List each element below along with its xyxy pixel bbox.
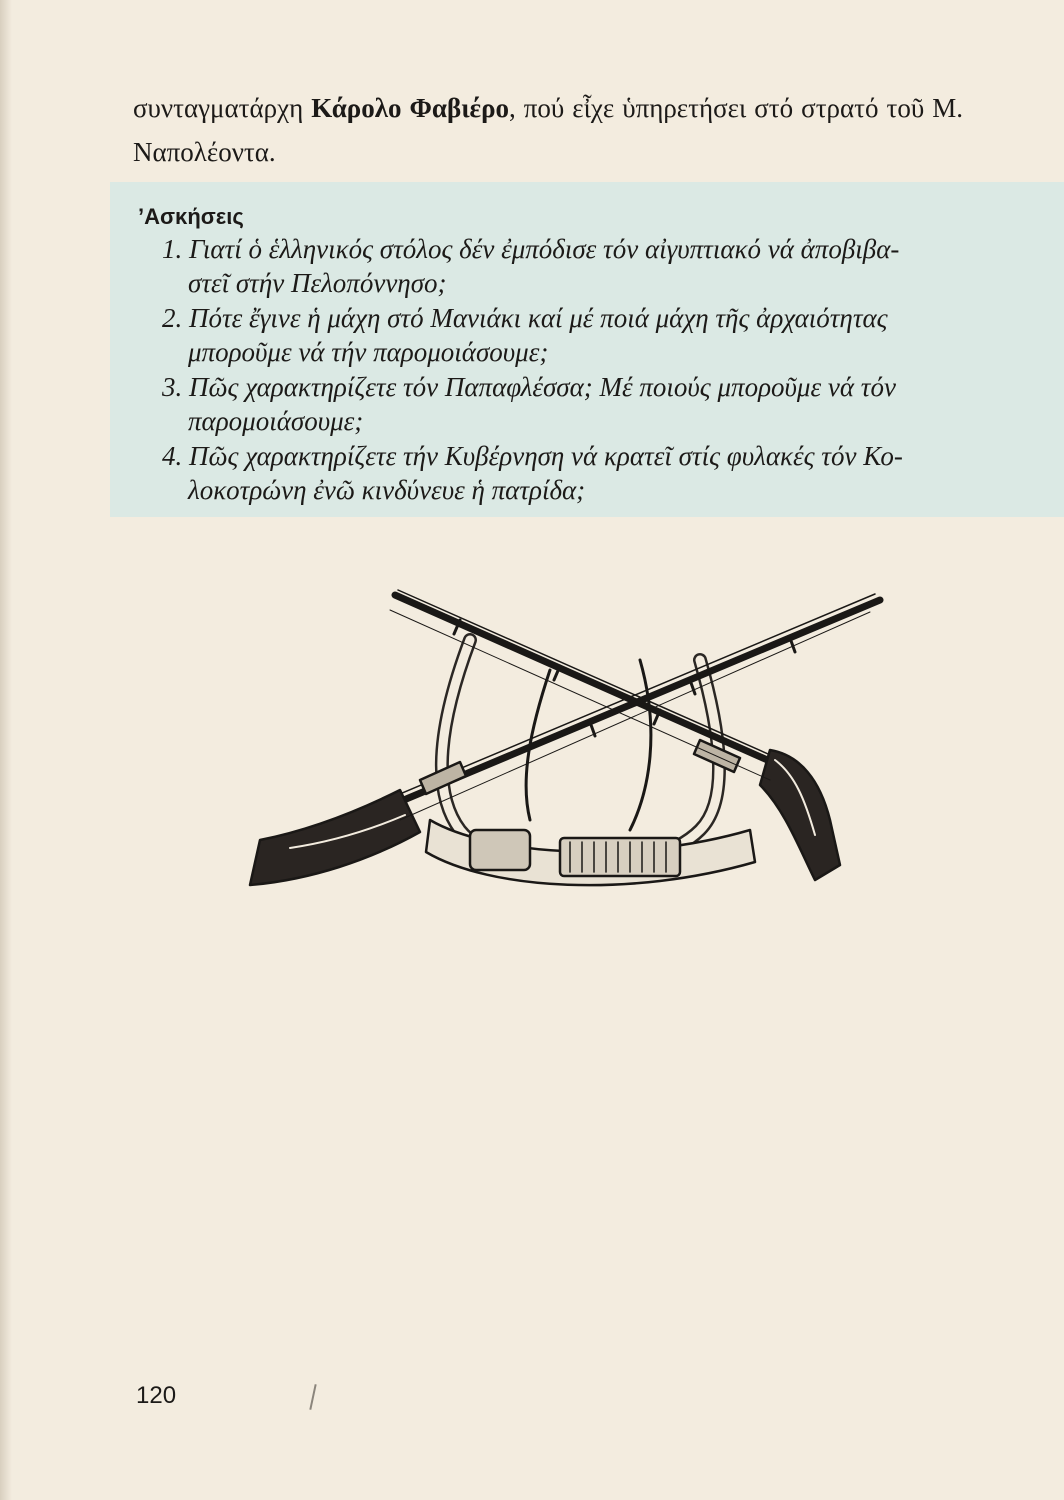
exercises-box <box>110 182 1064 517</box>
exercise-text-continued: μποροῦμε νά τήν παρομοιάσουμε; <box>188 337 549 367</box>
exercise-number: 1. <box>162 234 183 264</box>
exercise-item <box>162 439 922 507</box>
exercise-number: 2. <box>162 303 183 333</box>
exercise-text: Πῶς χαρακτηρίζετε τόν Παπαφλέσσα; Μέ ποιούς μποροῦμε νά τόν <box>189 372 896 402</box>
exercise-text-continued: στεῖ στήν Πελοπόννησο; <box>188 268 447 298</box>
exercise-text-continued: παρομοιάσουμε; <box>188 406 364 436</box>
stray-mark <box>309 1384 316 1410</box>
exercise-item <box>162 370 922 438</box>
intro-text-2: , πού εἶχε ὑπηρετήσει στό στρατό τοῦ Μ. Ναπολέοντα. <box>133 93 963 167</box>
exercise-item <box>162 301 922 369</box>
intro-text-1: συνταγματάρχη <box>133 93 312 123</box>
page-edge <box>0 0 12 1500</box>
exercise-text-continued: λοκοτρώνη ἐνῶ κινδύνευε ἡ πατρίδα; <box>188 475 586 505</box>
crossed-muskets-with-belt-icon <box>230 580 890 920</box>
exercises-list <box>162 232 922 508</box>
intro-name: Κάρολο Φαβιέρο <box>311 93 510 123</box>
exercise-text: Πότε ἔγινε ἡ μάχη στό Μανιάκι καί μέ ποιά μάχη τῆς ἀρχαιότητας <box>189 303 888 333</box>
exercise-item <box>162 232 922 300</box>
intro-paragraph <box>133 86 963 174</box>
exercise-text: Γιατί ὁ ἑλληνικός στόλος δέν ἐμπόδισε τόν αἰγυπτιακό νά ἀποβιβα- <box>189 234 900 264</box>
exercises-heading: ’Ασκήσεις <box>138 204 244 229</box>
exercise-number: 3. <box>162 372 183 402</box>
page-number: 120 <box>136 1382 177 1409</box>
exercise-text: Πῶς χαρακτηρίζετε τήν Κυβέρνηση νά κρατεῖ στίς φυλακές τόν Κο- <box>189 441 903 471</box>
exercise-number: 4. <box>162 441 183 471</box>
